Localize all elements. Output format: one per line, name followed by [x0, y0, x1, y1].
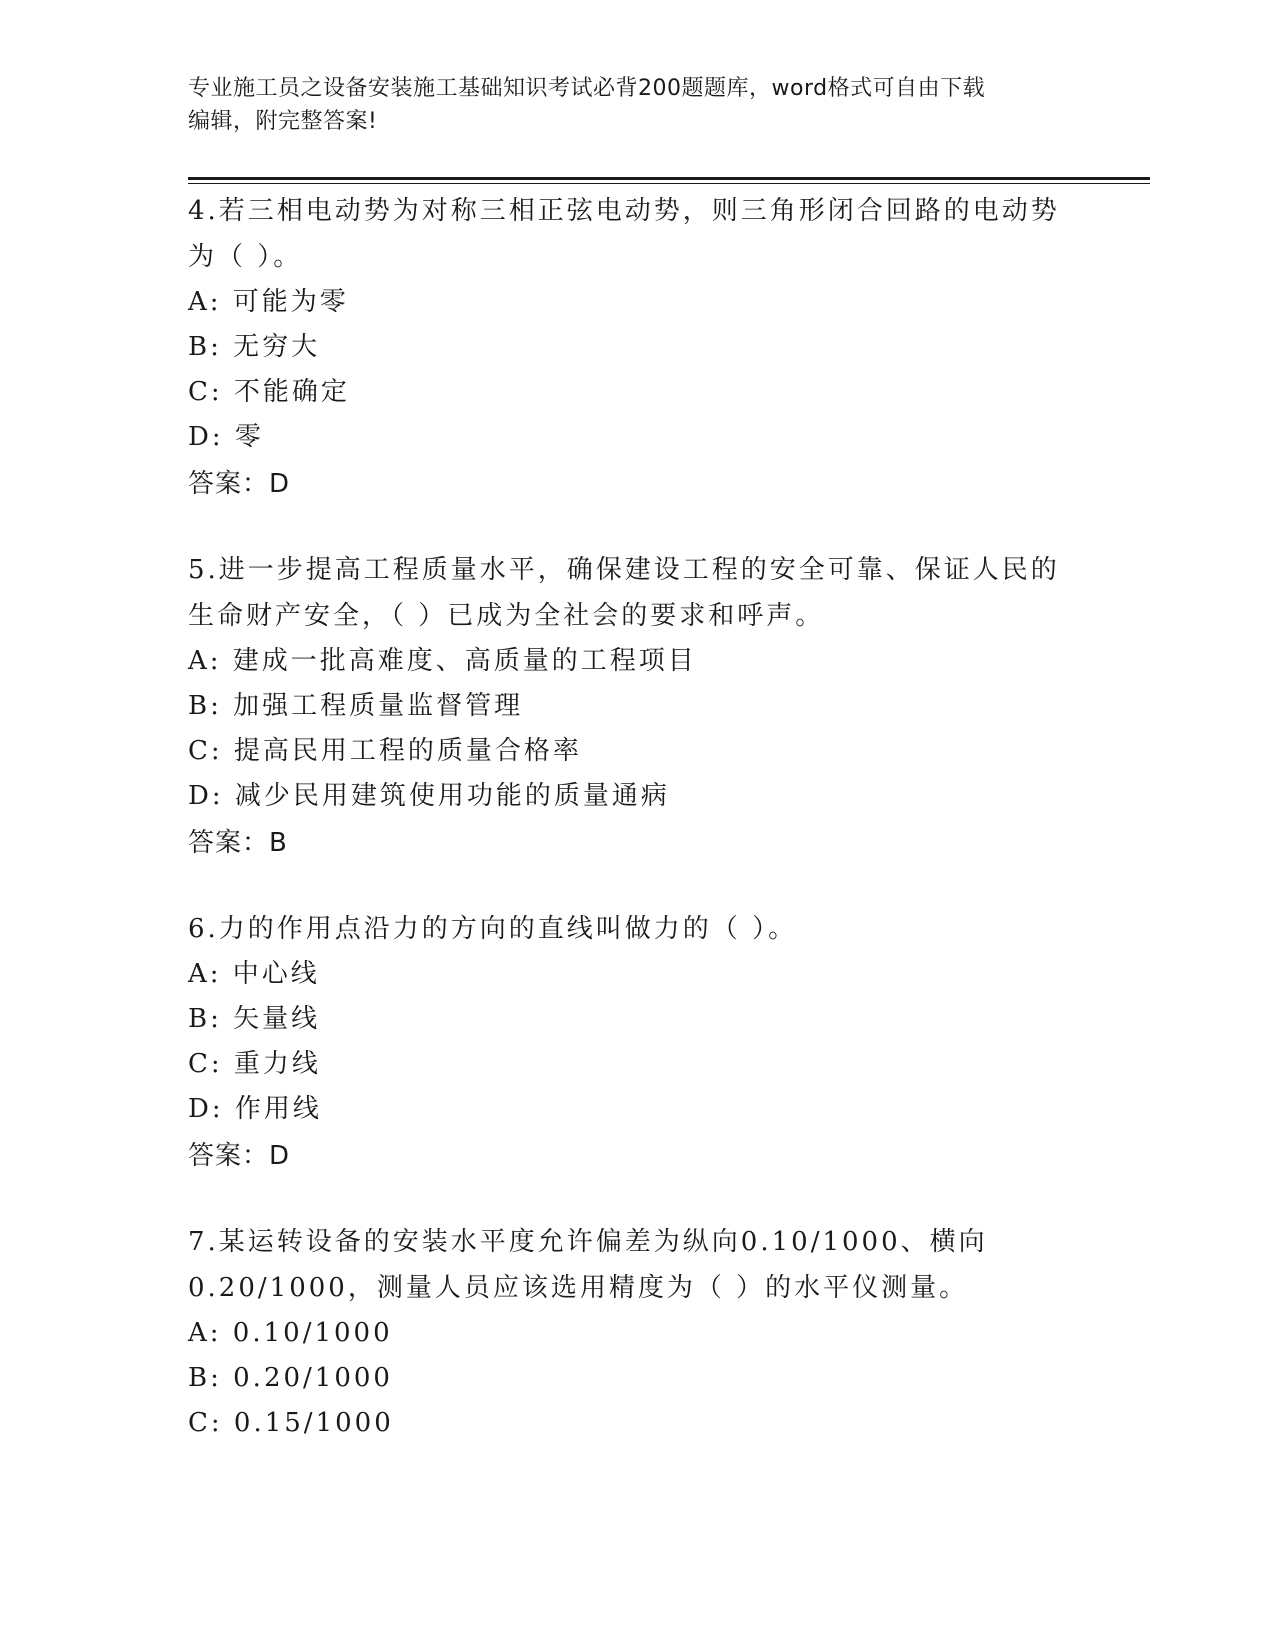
answer: 答案：B — [188, 828, 288, 858]
option-d: D: 零 — [188, 422, 264, 452]
option-d: D: 作用线 — [188, 1094, 322, 1124]
option-b: B: 无穷大 — [188, 332, 321, 362]
option-a: A: 中心线 — [188, 959, 320, 989]
option-c: C: 不能确定 — [188, 377, 350, 407]
option-b: B: 矢量线 — [188, 1004, 321, 1034]
question-5 — [188, 547, 1068, 867]
question-stem: 为（ ）。 — [188, 242, 303, 272]
question-stem: 0.20/1000，测量人员应该选用精度为（ ）的水平仪测量。 — [188, 1273, 969, 1303]
question-6 — [188, 906, 1068, 1180]
option-a: A: 建成一批高难度、高质量的工程项目 — [188, 646, 697, 676]
header-line-2: 编辑，附完整答案! — [188, 109, 378, 134]
header-line-1: 专业施工员之设备安装施工基础知识考试必背200题题库，word格式可自由下载 — [188, 76, 986, 101]
question-4 — [188, 188, 1068, 508]
answer: 答案：D — [188, 1141, 291, 1171]
question-list — [188, 188, 1068, 1485]
question-7 — [188, 1219, 1068, 1446]
header-rule-thick — [188, 177, 1150, 180]
option-c: C: 重力线 — [188, 1049, 321, 1079]
option-c: C: 提高民用工程的质量合格率 — [188, 736, 582, 766]
option-a: A: 可能为零 — [188, 287, 349, 317]
option-d: D: 减少民用建筑使用功能的质量通病 — [188, 781, 670, 811]
option-b: B: 0.20/1000 — [188, 1363, 393, 1393]
question-stem: 5.进一步提高工程质量水平，确保建设工程的安全可靠、保证人民的 — [188, 555, 1060, 585]
question-stem: 7.某运转设备的安装水平度允许偏差为纵向0.10/1000、横向 — [188, 1227, 988, 1257]
question-stem: 生命财产安全，（ ）已成为全社会的要求和呼声。 — [188, 601, 825, 631]
option-a: A: 0.10/1000 — [188, 1318, 393, 1348]
question-stem: 6.力的作用点沿力的方向的直线叫做力的（ ）。 — [188, 914, 798, 944]
option-b: B: 加强工程质量监督管理 — [188, 691, 524, 721]
answer: 答案：D — [188, 469, 291, 499]
option-c: C: 0.15/1000 — [188, 1408, 394, 1438]
question-stem: 4.若三相电动势为对称三相正弦电动势，则三角形闭合回路的电动势 — [188, 196, 1060, 226]
document-header — [188, 72, 1068, 138]
header-rule-thin — [188, 183, 1150, 184]
